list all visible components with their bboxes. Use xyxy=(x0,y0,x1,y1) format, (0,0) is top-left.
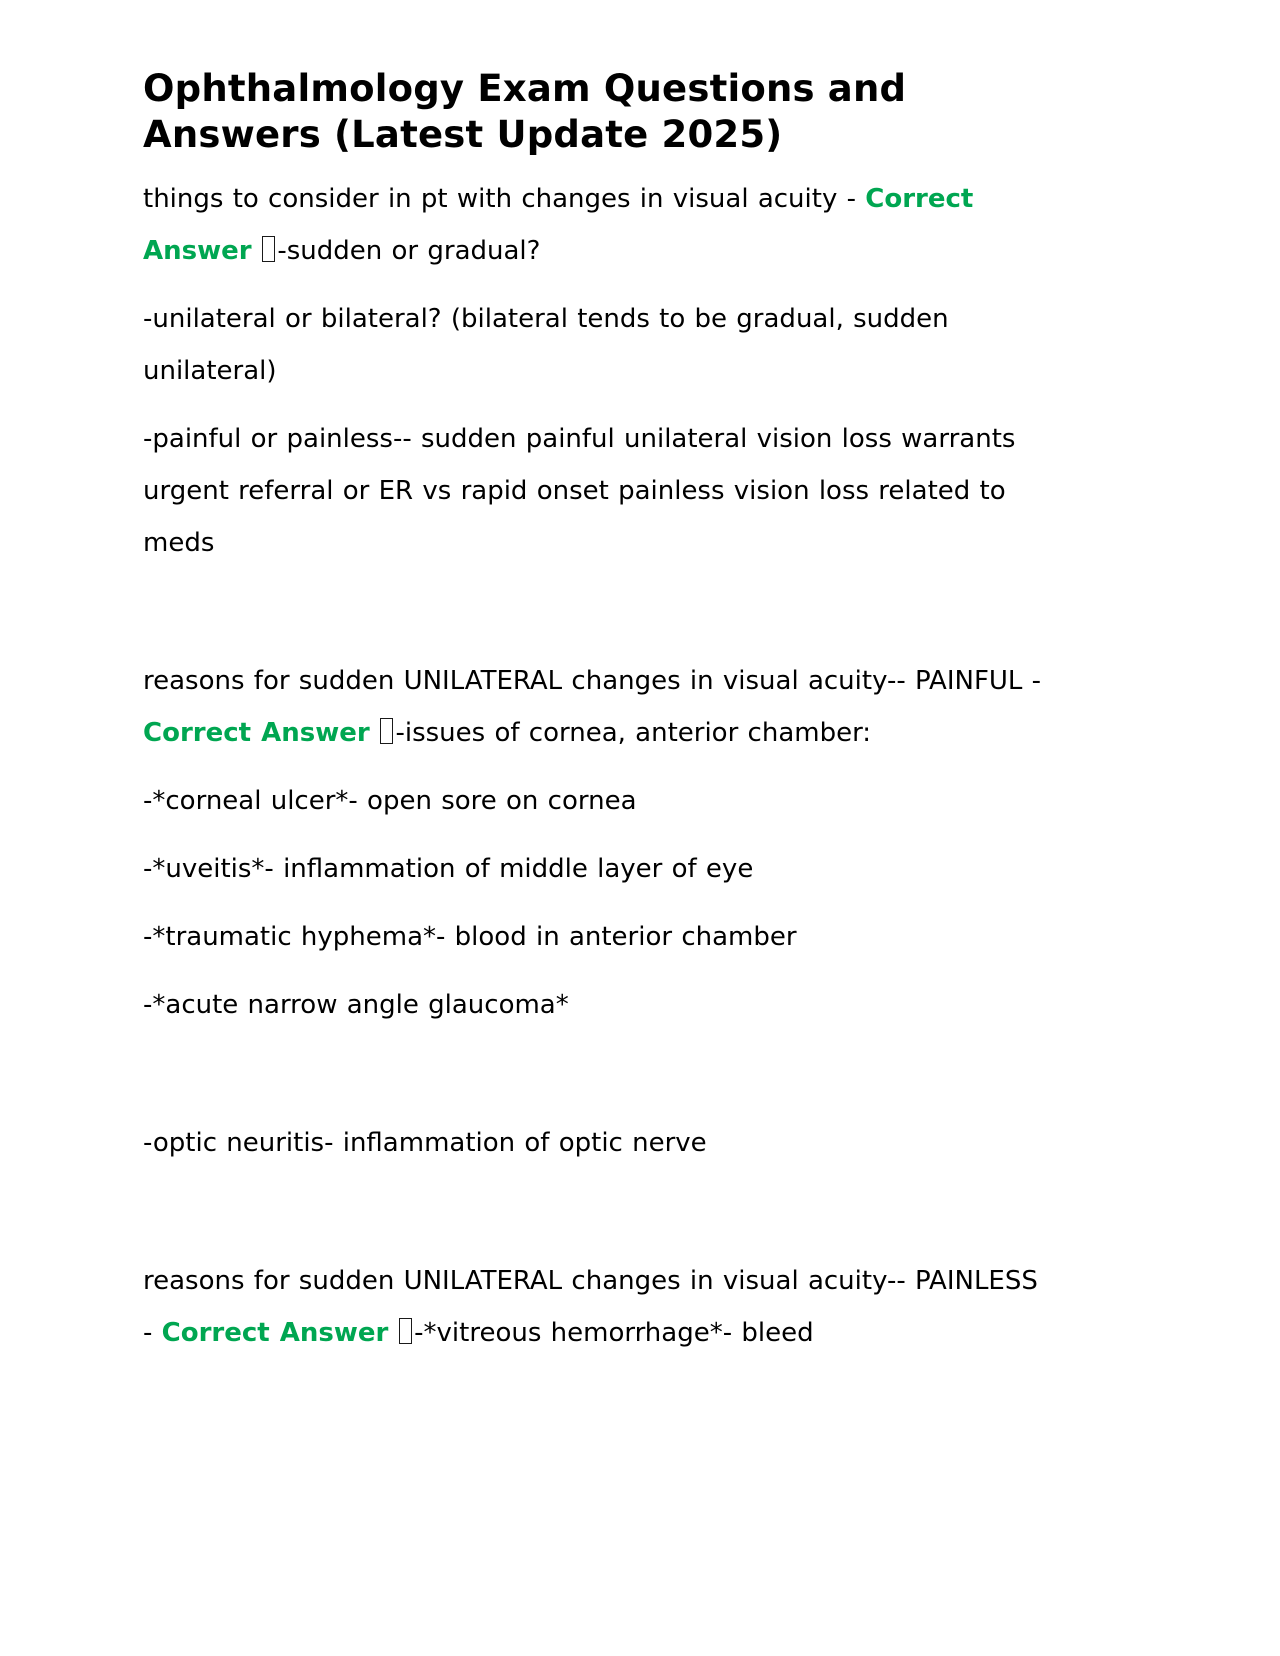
paragraph xyxy=(143,843,1055,895)
paragraph xyxy=(143,1255,1055,1359)
text-run: reasons for sudden UNILATERAL changes in visual acuity-- PAINLESS - xyxy=(143,1265,1038,1348)
text-run: -*uveitis*- inflammation of middle layer of eye xyxy=(143,853,754,884)
missing-glyph-box xyxy=(262,236,276,263)
correct-answer-label: Correct Answer xyxy=(143,717,370,748)
missing-glyph-box xyxy=(399,1318,413,1345)
paragraph xyxy=(143,173,1055,277)
text-run: -*acute narrow angle glaucoma* xyxy=(143,989,569,1020)
text-run: -optic neuritis- inflammation of optic nerve xyxy=(143,1127,707,1158)
paragraph xyxy=(143,1117,1055,1169)
document-page xyxy=(143,0,1055,1359)
paragraph xyxy=(143,775,1055,827)
text-run: -*vitreous hemorrhage*- bleed xyxy=(414,1317,814,1348)
text-run: -*corneal ulcer*- open sore on cornea xyxy=(143,785,637,816)
document-title: Ophthalmology Exam Questions and Answers (Latest Update 2025) xyxy=(143,67,907,157)
document-body xyxy=(143,173,1055,1359)
text-run xyxy=(370,718,379,748)
text-run: -*traumatic hyphema*- blood in anterior chamber xyxy=(143,921,797,952)
paragraph xyxy=(143,655,1055,759)
text-run xyxy=(252,236,261,266)
text-run: -sudden or gradual? xyxy=(277,235,541,266)
paragraph xyxy=(143,293,1055,397)
correct-answer-label: Correct Answer xyxy=(161,1317,389,1348)
text-run xyxy=(388,1318,397,1348)
text-run: -unilateral or bilateral? (bilateral tends to be gradual, sudden unilateral) xyxy=(143,303,949,386)
paragraph xyxy=(143,911,1055,963)
text-run: reasons for sudden UNILATERAL changes in visual acuity-- PAINFUL - xyxy=(143,665,1042,696)
missing-glyph-box xyxy=(380,718,394,745)
blank-line xyxy=(143,1185,1055,1255)
paragraph xyxy=(143,413,1055,569)
text-run: -painful or painless-- sudden painful unilateral vision loss warrants urgent referral or ER vs rapid onset painless vision loss related to meds xyxy=(143,423,1016,558)
text-run: things to consider in pt with changes in visual acuity - xyxy=(143,183,866,214)
correct-answer-label: Correct Answer xyxy=(143,183,974,266)
text-run: -issues of cornea, anterior chamber: xyxy=(395,717,872,748)
blank-line xyxy=(143,585,1055,655)
blank-line xyxy=(143,1047,1055,1117)
paragraph xyxy=(143,979,1055,1031)
